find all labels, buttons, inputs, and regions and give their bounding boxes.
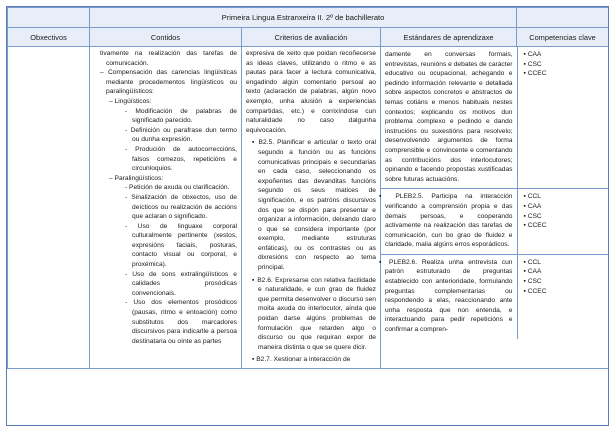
header-obxectivos: Obxectivos bbox=[8, 28, 90, 47]
competencia-code: ▪ CCEC bbox=[523, 222, 547, 230]
estandares-competencias-cell bbox=[381, 47, 609, 369]
competencia-code: ▪ CCEC bbox=[523, 70, 547, 78]
header-criterios: Criterios de avaliación bbox=[242, 28, 381, 47]
criterios-cell bbox=[242, 47, 381, 369]
competencia-code: ▪ CAA bbox=[523, 202, 542, 210]
curriculum-table bbox=[7, 7, 609, 369]
competencias-group bbox=[517, 189, 609, 255]
competencias-group bbox=[517, 254, 609, 338]
competencia-code: ▪ CCL bbox=[523, 193, 541, 201]
header-competencias: Competencias clave bbox=[517, 28, 609, 47]
contidos-line: - Uso dos elementos prosódicos (pausas, ritmo e entoación) como substitutos dos marcadores discursivos para indicarlle a persoa destinataria ou oínte as partes bbox=[125, 299, 237, 345]
estandar-item: ▪ PLEB2.6. Realiza unha entrevista cun patrón estruturado de preguntas establecido con anterioridade, formulando preguntas complementarias ou respondendo a elas, reaccionando ante unha resposta que non entenda, e interactuando para pedir repeticións e confirmar a compren- bbox=[381, 254, 517, 338]
contidos-line: - Produción de autocorreccións, falsos comezos, repeticións e circunloquios. bbox=[125, 145, 237, 173]
contidos-line: - Uso de sons extralingüísticos e calidades prosódicas convencionais. bbox=[125, 270, 237, 297]
estandar-item: damente en conversas formais, entrevistas, reunións e debates de carácter educativo ou ocupacional, achegando e pedindo información relevante e detallada sobre aspectos concretos e abstractos de temas cotiáns e menos habituais nestes contextos; explicando os motivos dun problema complexo e pedindo e dando instrucións ou suxestións para resolvelo; desenvolvendo argumentos de forma comprensible e convincente e comentando as contribucións dos interlocutores; opinando e facendo propostas xustificadas sobre futuras actuacións. bbox=[381, 47, 517, 189]
competencia-code: ▪ CAA bbox=[523, 268, 542, 276]
criterio-item: expresiva de xeito que poidan recoñecerse as ideas claves, utilizando o ritmo e as pautas para facer a lectura comunicativa, engadindo algún comentario persoal ao texto (aclaración de palabras, algún novo exemplo, unha alusión a experiencias compartidas, etc.) e corrixíndose cun naturalidade no caso dalgunha equivocación. bbox=[246, 50, 376, 134]
criterio-item: ▪ B2.7. Xestionar a interacción de bbox=[252, 356, 351, 364]
obxectivos-cell bbox=[8, 47, 90, 369]
competencias-group bbox=[517, 47, 609, 189]
criterio-item: ▪ B2.5. Planificar e articular o texto oral segundo a función ou as funcións comunicativas principais e secundarias en cada caso, seleccionando os expoñentes das devanditas funcións segundo os seus matices de significación, e os patróns discursivos dos que se dispón para presentar e organizar a información, deixando claro o que se considera importante (por exemplo, mediante estruturas enfáticas), ou os contrastes ou as dixresións con respecto ao tema principal. bbox=[252, 139, 376, 272]
competencia-code: ▪ CSC bbox=[523, 212, 542, 220]
header-blank-cell bbox=[517, 8, 609, 28]
contidos-line: - Sinalización de obxectos, uso de deícticos ou realización de accións que aclaran o significado. bbox=[125, 193, 237, 221]
competencia-code: ▪ CCEC bbox=[523, 287, 547, 295]
contidos-line: - Uso de linguaxe corporal culturalmente pertinente (xestos, expresións faciais, posturas, contacto visual ou corporal, e proxémica). bbox=[125, 222, 237, 269]
competencia-code: ▪ CCL bbox=[523, 258, 541, 266]
competencia-code: ▪ CSC bbox=[523, 278, 542, 286]
contidos-line: - Definición ou parafrase dun termo ou dunha expresión. bbox=[125, 126, 237, 144]
estandares-subtable bbox=[381, 47, 609, 339]
curriculum-table-frame bbox=[6, 6, 609, 426]
contidos-line: tivamente na realización das tarefas de comunicación. bbox=[100, 50, 237, 67]
header-estandares: Estándares de aprendizaxe bbox=[381, 28, 517, 47]
criterio-item: ▪ B2.6. Expresarse con relativa facilidade e naturalidade, e cun grao de fluidez que permita desenvolver o discurso sen moita axuda do interlocutor, aínda que poidan darse algúns problemas de formulación que retarden algo o discurso ou que requiran expor de maneira distinta o que se quere dicir. bbox=[252, 276, 376, 351]
contidos-line: – Compensación das carencias lingüísticas mediante procedementos lingüísticos ou paralingüísticos: bbox=[100, 69, 237, 96]
contidos-line: – Paralingüísticos: bbox=[109, 174, 164, 182]
competencia-code: ▪ CSC bbox=[523, 60, 542, 68]
contidos-line: - Petición de axuda ou clarificación. bbox=[125, 184, 230, 192]
estandar-item: ▪ PLEB2.5. Participa na interacción verificando a comprensión propia e das demais persoas, e cooperando activamente na realización das tarefas de comunicación, cun bo grao de fluidez e claridade, malia algúns erros esporádicos. bbox=[381, 189, 517, 255]
contidos-line: – Lingüísticos: bbox=[109, 97, 152, 105]
table-title: Primeira Lingua Estranxeira II. 2º de bachillerato bbox=[90, 8, 517, 28]
contidos-cell bbox=[90, 47, 242, 369]
competencia-code: ▪ CAA bbox=[523, 51, 542, 58]
header-contidos: Contidos bbox=[90, 28, 242, 47]
contidos-line: - Modificación de palabras de significado parecido. bbox=[125, 107, 237, 125]
header-blank-cell bbox=[8, 8, 90, 28]
